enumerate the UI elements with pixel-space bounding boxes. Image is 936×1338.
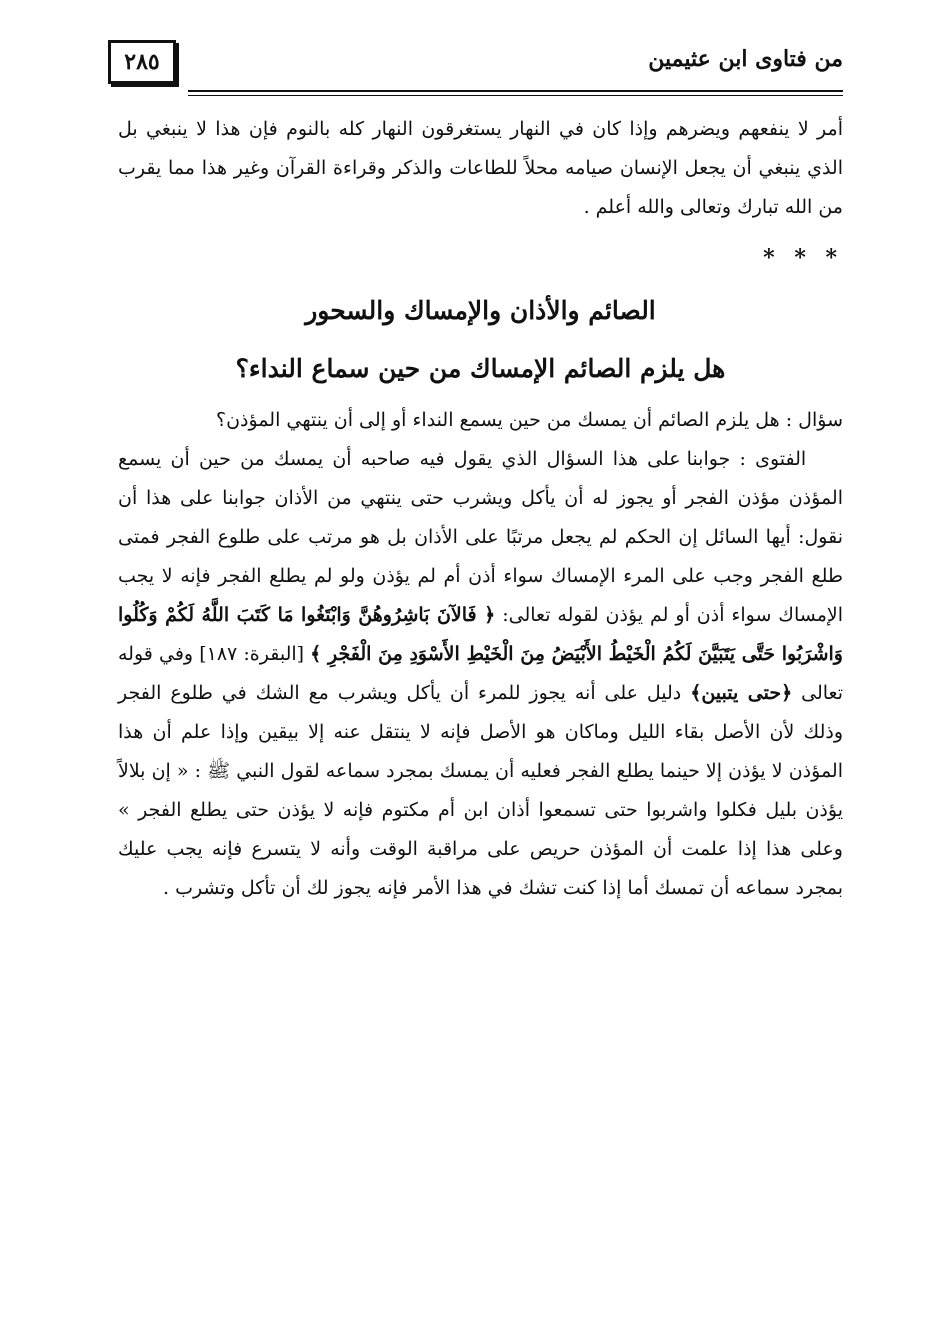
verse-citation: [البقرة: ١٨٧]: [199, 643, 305, 665]
question-paragraph: [118, 401, 843, 440]
intro-paragraph: أمر لا ينفعهم ويضرهم وإذا كان في النهار يستغرقون النهار كله بالنوم فإن هذا لا ينبغي بل الذي ينبغي أن يجعل الإنسان صيامه محلاً للطاعات والذكر وقراءة القرآن وغير هذا مما يقرب من الله تبارك وتعالى والله أعلم .: [118, 118, 843, 218]
question-label: سؤال :: [785, 409, 843, 431]
answer-label: الفتوى :: [739, 448, 807, 470]
answer-text-part2: وفي قوله تعالى: [118, 643, 843, 704]
section-title: الصائم والأذان والإمساك والسحور: [305, 296, 656, 325]
question-title: هل يلزم الصائم الإمساك من حين سماع النداء؟: [235, 354, 726, 383]
answer-text-part4: وعلى هذا إذا علمت أن المؤذن حريص على مراقبة الوقت وأنه لا يتسرع فإنه يجب عليك بمجرد سماعه أن تمسك أما إذا كنت تشك في هذا الأمر فإنه يجوز لك أن تأكل وتشرب .: [118, 838, 843, 899]
hadith-quote: « إن بلالاً يؤذن بليل فكلوا واشربوا حتى تسمعوا أذان ابن أم مكتوم فإنه لا يؤذن حتى يطلع الفجر »: [118, 760, 843, 821]
answer-text-part1: جوابنا على هذا السؤال الذي يقول فيه صاحبه أن يمسك من حين أن يسمع المؤذن مؤذن الفجر أو يجوز له أن يأكل ويشرب حتى ينتهي من الأذان جوابنا على هذا أن نقول: أيها السائل إن الحكم لم يجعل مرتبًا على الأذان بل هو مرتب على طلوع الفجر فمتى طلع الفجر وجب على المرء الإمساك سواء أذن أم لم يؤذن ولو لم يطلع الفجر فإنه لا يجب الإمساك سواء أذن أو لم يؤذن لقوله تعالى:: [118, 448, 843, 626]
page-content: [118, 110, 843, 908]
quran-verse: ﴿ فَالآنَ بَاشِرُوهُنَّ وَابْتَغُوا مَا كَتَبَ اللَّهُ لَكُمْ وَكُلُوا وَاشْرَبُوا حَتَّى يَتَبَيَّنَ لَكُمُ الْخَيْطُ الأَبْيَضُ مِنَ الْخَيْطِ الأَسْوَدِ مِنَ الْفَجْرِ ﴾: [118, 604, 843, 665]
running-book-title: من فتاوى ابن عثيمين: [648, 46, 843, 72]
question-text: هل يلزم الصائم أن يمسك من حين يسمع النداء أو إلى أن ينتهي المؤذن؟: [215, 409, 780, 431]
answer-text-part3: دليل على أنه يجوز للمرء أن يأكل ويشرب مع الشك في طلوع الفجر وذلك لأن الأصل بقاء الليل وماكان هو الأصل فإنه لا ينتقل عنه إلا بيقين وإذا علم أن هذا المؤذن لا يؤذن إلا حينما يطلع الفجر فعليه أن يمسك بمجرد سماعه لقول النبي ﷺ :: [118, 682, 843, 782]
page-header: [108, 40, 843, 96]
page-number-box: ٢٨٥: [108, 40, 176, 84]
answer-paragraph: [118, 440, 843, 908]
section-separator: * * *: [763, 245, 843, 271]
header-rule: [188, 90, 843, 96]
quran-verse-excerpt: ﴿حتى يتبين﴾: [690, 682, 793, 704]
